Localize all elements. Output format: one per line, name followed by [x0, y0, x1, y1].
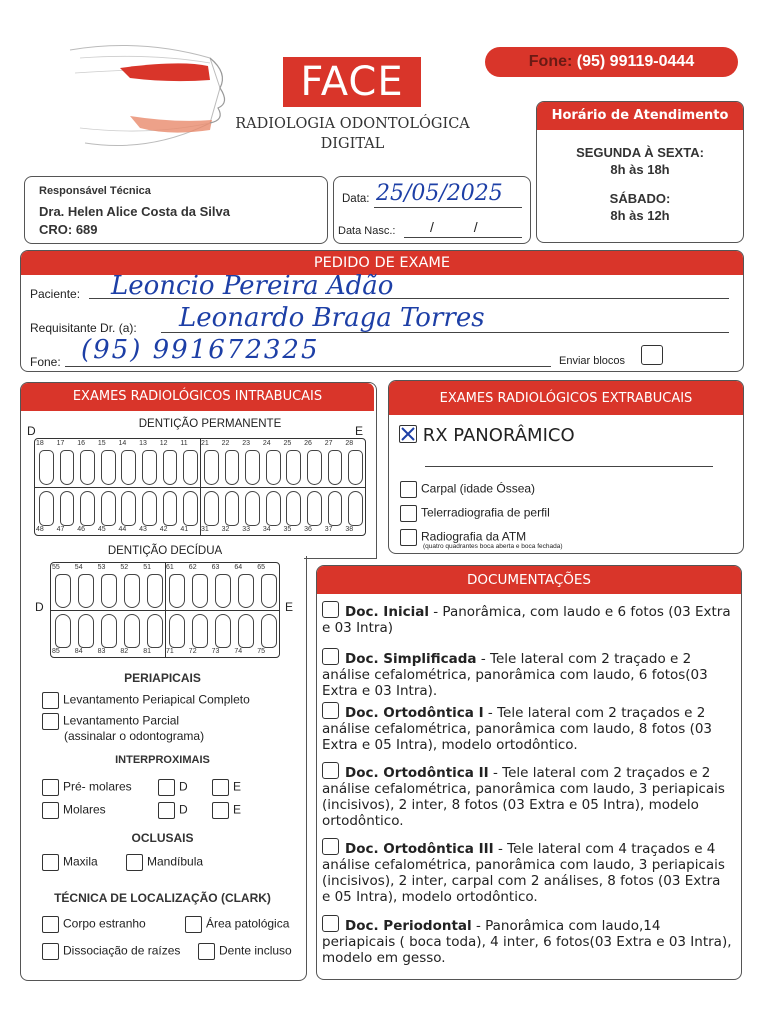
- tooth-number: 48: [36, 526, 44, 533]
- tooth-number: 47: [56, 526, 65, 533]
- intra-title: EXAMES RADIOLÓGICOS INTRABUCAIS: [21, 383, 374, 411]
- dissociacao-checkbox[interactable]: [42, 943, 59, 960]
- lower-tooth-84[interactable]: [78, 614, 94, 648]
- molares-e-checkbox[interactable]: [212, 802, 229, 819]
- lower-tooth-73[interactable]: [215, 614, 231, 648]
- extra-title: EXAMES RADIOLÓGICOS EXTRABUCAIS: [389, 381, 743, 415]
- tooth-number: 84: [74, 648, 83, 655]
- send-blocks-checkbox[interactable]: [641, 345, 663, 365]
- extra-box: [388, 380, 744, 554]
- tooth-number: 11: [180, 440, 188, 447]
- doc-option: [322, 915, 732, 966]
- doc-checkbox[interactable]: [322, 702, 339, 719]
- upper-tooth-12[interactable]: [163, 450, 178, 485]
- tooth-number: 32: [221, 526, 230, 533]
- tooth-number: 16: [77, 440, 86, 447]
- peri-partial-checkbox[interactable]: [42, 713, 59, 730]
- tooth-number: 74: [234, 648, 243, 655]
- brand-name: FACE: [300, 59, 404, 105]
- phone-badge-label: Fone:: [528, 53, 573, 70]
- periapicais-title: PERIAPICAIS: [124, 671, 201, 685]
- brand-subtitle: [225, 114, 480, 154]
- molares-e-label: E: [233, 802, 242, 817]
- requester-value[interactable]: Leonardo Braga Torres: [179, 303, 485, 333]
- upper-tooth-21[interactable]: [204, 450, 219, 485]
- dente-checkbox[interactable]: [198, 943, 215, 960]
- premolares-checkbox[interactable]: [42, 779, 59, 796]
- doc-name: Doc. Ortodôntica I: [345, 705, 484, 721]
- perm-side-e: E: [355, 424, 364, 438]
- oclusais-title: OCLUSAIS: [131, 831, 194, 845]
- upper-tooth-26[interactable]: [307, 450, 322, 485]
- peri-full-checkbox[interactable]: [42, 692, 59, 709]
- tooth-number: 33: [242, 526, 251, 533]
- saturday-time: 8h às 12h: [610, 208, 670, 223]
- upper-tooth-27[interactable]: [328, 450, 343, 485]
- doc-checkbox[interactable]: [322, 915, 339, 932]
- hours-box: [536, 101, 744, 243]
- phone-badge-number: (95) 99119-0444: [576, 53, 695, 70]
- lower-tooth-31[interactable]: [204, 491, 219, 526]
- maxila-label: Maxila: [63, 854, 98, 869]
- tooth-number: 55: [52, 564, 60, 571]
- tooth-number: 28: [345, 440, 354, 447]
- peri-full-label: Levantamento Periapical Completo: [63, 692, 250, 707]
- tooth-number: 26: [304, 440, 312, 447]
- premolares-d-label: D: [179, 779, 188, 794]
- doc-option: [322, 838, 732, 905]
- lower-tooth-41[interactable]: [183, 491, 198, 526]
- molares-label: Molares: [63, 802, 106, 817]
- upper-tooth-24[interactable]: [266, 450, 281, 485]
- lower-tooth-45[interactable]: [101, 491, 116, 526]
- maxila-checkbox[interactable]: [42, 854, 59, 871]
- doc-name: Doc. Ortodôntica II: [345, 765, 489, 781]
- upper-tooth-51[interactable]: [147, 574, 163, 608]
- tele-label: Telerradiografia de perfil: [421, 505, 550, 520]
- upper-tooth-52[interactable]: [124, 574, 140, 608]
- doc-description: - Tele lateral com 4 traçados e 4 análise cefalométrica, panorâmica com laudo, 3 periapicais (incisivos), 2 inter, carpal com 2 análises, 8 fotos (03 Extra e 05 Intra), modelo ortodôntico.: [322, 841, 725, 905]
- dec-side-e: E: [285, 600, 294, 614]
- upper-tooth-23[interactable]: [245, 450, 260, 485]
- mandibula-label: Mandíbula: [147, 854, 204, 869]
- molares-checkbox[interactable]: [42, 802, 59, 819]
- doc-checkbox[interactable]: [322, 838, 339, 855]
- date-label: Data:: [342, 193, 370, 205]
- atm-label: Radiografia da ATM: [421, 529, 527, 544]
- phone-badge: [485, 47, 738, 77]
- upper-tooth-61[interactable]: [169, 574, 185, 608]
- tooth-number: 71: [166, 648, 174, 655]
- tooth-number: 72: [188, 648, 197, 655]
- dates-box: [333, 176, 531, 244]
- doc-checkbox[interactable]: [322, 601, 339, 618]
- upper-tooth-64[interactable]: [238, 574, 254, 608]
- upper-tooth-11[interactable]: [183, 450, 198, 485]
- tooth-number: 15: [97, 440, 106, 447]
- lower-tooth-33[interactable]: [245, 491, 260, 526]
- tooth-number: 22: [221, 440, 230, 447]
- premolares-label: Pré- molares: [63, 779, 132, 794]
- doc-name: Doc. Ortodôntica III: [345, 841, 494, 857]
- tooth-number: 42: [159, 526, 168, 533]
- tooth-number: 31: [201, 526, 209, 533]
- tooth-number: 27: [324, 440, 333, 447]
- atm-note: (quatro quadrantes boca aberta e boca fechada): [423, 543, 563, 550]
- tooth-number: 45: [97, 526, 106, 533]
- upper-tooth-13[interactable]: [142, 450, 157, 485]
- doc-name: Doc. Simplificada: [345, 651, 477, 667]
- doc-checkbox[interactable]: [322, 762, 339, 779]
- upper-tooth-54[interactable]: [78, 574, 94, 608]
- tooth-number: 52: [120, 564, 129, 571]
- tooth-number: 85: [52, 648, 60, 655]
- requester-label: Requisitante Dr. (a):: [30, 321, 137, 335]
- upper-tooth-53[interactable]: [101, 574, 117, 608]
- face-profile-logo: [60, 28, 235, 163]
- tooth-number: 54: [74, 564, 83, 571]
- saturday-label: SÁBADO:: [609, 191, 671, 206]
- peri-partial-note: (assinalar o odontograma): [64, 729, 205, 743]
- tooth-number: 41: [180, 526, 189, 533]
- dec-side-d: D: [35, 600, 44, 614]
- upper-tooth-16[interactable]: [80, 450, 95, 485]
- responsible-cro: CRO: 689: [39, 222, 98, 237]
- brand-line-1: RADIOLOGIA ODONTOLÓGICA: [235, 116, 470, 132]
- upper-tooth-17[interactable]: [60, 450, 75, 485]
- clark-title: TÉCNICA DE LOCALIZAÇÃO (CLARK): [54, 891, 271, 905]
- deciduous-dentition-chart: [50, 562, 280, 658]
- tooth-number: 62: [188, 564, 197, 571]
- doc-description: - Panorâmica, com laudo e 6 fotos (03 Extra e 03 Intra): [322, 604, 731, 636]
- panoramic-checkbox[interactable]: [399, 425, 417, 443]
- panoramic-label: RX PANORÂMICO: [422, 425, 575, 446]
- tooth-number: 53: [97, 564, 106, 571]
- area-checkbox[interactable]: [185, 916, 202, 933]
- upper-tooth-62[interactable]: [192, 574, 208, 608]
- tooth-number: 44: [118, 526, 127, 533]
- lower-tooth-81[interactable]: [147, 614, 163, 648]
- doc-checkbox[interactable]: [322, 648, 339, 665]
- lower-tooth-85[interactable]: [55, 614, 71, 648]
- lower-tooth-43[interactable]: [142, 491, 157, 526]
- tooth-number: 34: [262, 526, 271, 533]
- lower-tooth-46[interactable]: [80, 491, 95, 526]
- tooth-number: 24: [262, 440, 271, 447]
- docs-title: DOCUMENTAÇÕES: [317, 566, 741, 594]
- birth-value[interactable]: / /: [430, 219, 496, 235]
- upper-tooth-63[interactable]: [215, 574, 231, 608]
- upper-tooth-14[interactable]: [121, 450, 136, 485]
- tooth-number: 35: [283, 526, 292, 533]
- premolares-e-checkbox[interactable]: [212, 779, 229, 796]
- lower-tooth-74[interactable]: [238, 614, 254, 648]
- dec-title: DENTIÇÃO DECÍDUA: [107, 545, 223, 557]
- lower-tooth-44[interactable]: [121, 491, 136, 526]
- hours-title: Horário de Atendimento: [537, 102, 743, 130]
- tooth-number: 43: [139, 526, 147, 533]
- tooth-number: 12: [159, 440, 168, 447]
- corpo-checkbox[interactable]: [42, 916, 59, 933]
- tooth-number: 36: [304, 526, 312, 533]
- tooth-number: 65: [257, 564, 265, 571]
- lower-tooth-75[interactable]: [261, 614, 277, 648]
- lower-tooth-38[interactable]: [348, 491, 363, 526]
- dente-label: Dente incluso: [219, 943, 292, 958]
- patient-value[interactable]: Leoncio Pereira Adão: [111, 271, 394, 301]
- tooth-number: 61: [166, 564, 174, 571]
- send-blocks-label: Enviar blocos: [559, 355, 626, 367]
- lower-tooth-35[interactable]: [286, 491, 301, 526]
- premolares-e-label: E: [233, 779, 242, 794]
- tooth-number: 21: [201, 440, 209, 447]
- doc-description: - Panorâmica com laudo,14 periapicais ( boca toda), 4 inter, 6 fotos(03 Extra e 03 Intra), modelo em gesso.: [322, 918, 732, 966]
- lower-tooth-71[interactable]: [169, 614, 185, 648]
- doc-description: - Tele lateral com 2 traçados e 2 análise cefalométrica, panorâmica com laudo, 3 periapicais (incisivos), 2 inter, 8 fotos (03 Extra e 05 Intra), modelo ortodôntico.: [322, 765, 725, 829]
- responsible-box: [24, 176, 328, 244]
- lower-tooth-47[interactable]: [60, 491, 75, 526]
- doc-description: - Tele lateral com 2 traçados e 2 análise cefalométrica, panorâmica com laudo, 8 fotos (03 Extra e 05 Intra), modelo ortodôntico.: [322, 705, 713, 753]
- doc-option: [322, 702, 732, 753]
- tooth-number: 83: [97, 648, 106, 655]
- lower-tooth-34[interactable]: [266, 491, 281, 526]
- doc-option: [322, 601, 732, 636]
- lower-tooth-42[interactable]: [163, 491, 178, 526]
- responsible-title: Responsável Técnica: [39, 185, 151, 197]
- upper-tooth-22[interactable]: [225, 450, 240, 485]
- responsible-name: Dra. Helen Alice Costa da Silva: [39, 204, 230, 219]
- perm-side-d: D: [27, 424, 36, 438]
- birth-label: Data Nasc.:: [338, 225, 396, 237]
- interprox-title: INTERPROXIMAIS: [115, 754, 210, 766]
- upper-tooth-15[interactable]: [101, 450, 116, 485]
- upper-tooth-18[interactable]: [39, 450, 54, 485]
- doc-option: [322, 648, 732, 699]
- lower-tooth-48[interactable]: [39, 491, 54, 526]
- corpo-label: Corpo estranho: [63, 916, 146, 931]
- carpal-checkbox[interactable]: [400, 481, 417, 498]
- premolares-d-checkbox[interactable]: [158, 779, 175, 796]
- request-box: [20, 250, 744, 372]
- tooth-number: 46: [77, 526, 86, 533]
- lower-tooth-37[interactable]: [328, 491, 343, 526]
- upper-tooth-25[interactable]: [286, 450, 301, 485]
- lower-tooth-36[interactable]: [307, 491, 322, 526]
- permanent-dentition-chart: [34, 438, 366, 536]
- upper-tooth-65[interactable]: [261, 574, 277, 608]
- tooth-number: 18: [36, 440, 44, 447]
- lower-tooth-32[interactable]: [225, 491, 240, 526]
- tooth-number: 14: [118, 440, 127, 447]
- peri-partial-label: Levantamento Parcial: [63, 713, 180, 728]
- perm-title: DENTIÇÃO PERMANENTE: [138, 418, 282, 430]
- upper-tooth-55[interactable]: [55, 574, 71, 608]
- doc-option: [322, 762, 732, 829]
- doc-name: Doc. Inicial: [345, 604, 429, 620]
- tooth-number: 17: [56, 440, 65, 447]
- weekdays-label: SEGUNDA À SEXTA:: [576, 145, 704, 160]
- tooth-number: 13: [139, 440, 147, 447]
- area-label: Área patológica: [206, 916, 290, 931]
- molares-d-label: D: [179, 802, 188, 817]
- doc-name: Doc. Periodontal: [345, 918, 472, 934]
- tooth-number: 25: [283, 440, 292, 447]
- doc-description: - Tele lateral com 2 traçado e 2 análise cefalométrica, panorâmica com laudo, 6 fotos(03 Extra e 03 Intra).: [322, 651, 708, 699]
- lower-tooth-83[interactable]: [101, 614, 117, 648]
- tooth-number: 82: [120, 648, 129, 655]
- mandibula-checkbox[interactable]: [126, 854, 143, 871]
- upper-tooth-28[interactable]: [348, 450, 363, 485]
- tooth-number: 63: [211, 564, 220, 571]
- dissociacao-label: Dissociação de raízes: [63, 943, 181, 958]
- tooth-number: 81: [143, 648, 151, 655]
- brand-logo: [283, 57, 421, 107]
- molares-d-checkbox[interactable]: [158, 802, 175, 819]
- lower-tooth-72[interactable]: [192, 614, 208, 648]
- atm-checkbox[interactable]: [400, 529, 417, 546]
- carpal-label: Carpal (idade Óssea): [421, 481, 536, 496]
- lower-tooth-82[interactable]: [124, 614, 140, 648]
- phone-value[interactable]: (95) 991672325: [81, 335, 320, 365]
- tooth-number: 73: [211, 648, 220, 655]
- tooth-number: 23: [242, 440, 251, 447]
- date-value[interactable]: 25/05/2025: [376, 181, 503, 206]
- weekdays-time: 8h às 18h: [610, 162, 670, 177]
- tooth-number: 64: [234, 564, 243, 571]
- check-x-icon: [400, 426, 416, 442]
- tooth-number: 38: [345, 526, 354, 533]
- phone-label: Fone:: [30, 355, 61, 369]
- tooth-number: 51: [143, 564, 151, 571]
- brand-line-2: DIGITAL: [320, 136, 385, 152]
- patient-label: Paciente:: [30, 287, 81, 301]
- tele-checkbox[interactable]: [400, 505, 417, 522]
- tooth-number: 37: [324, 526, 333, 533]
- tooth-number: 75: [257, 648, 265, 655]
- request-title: PEDIDO DE EXAME: [21, 251, 743, 275]
